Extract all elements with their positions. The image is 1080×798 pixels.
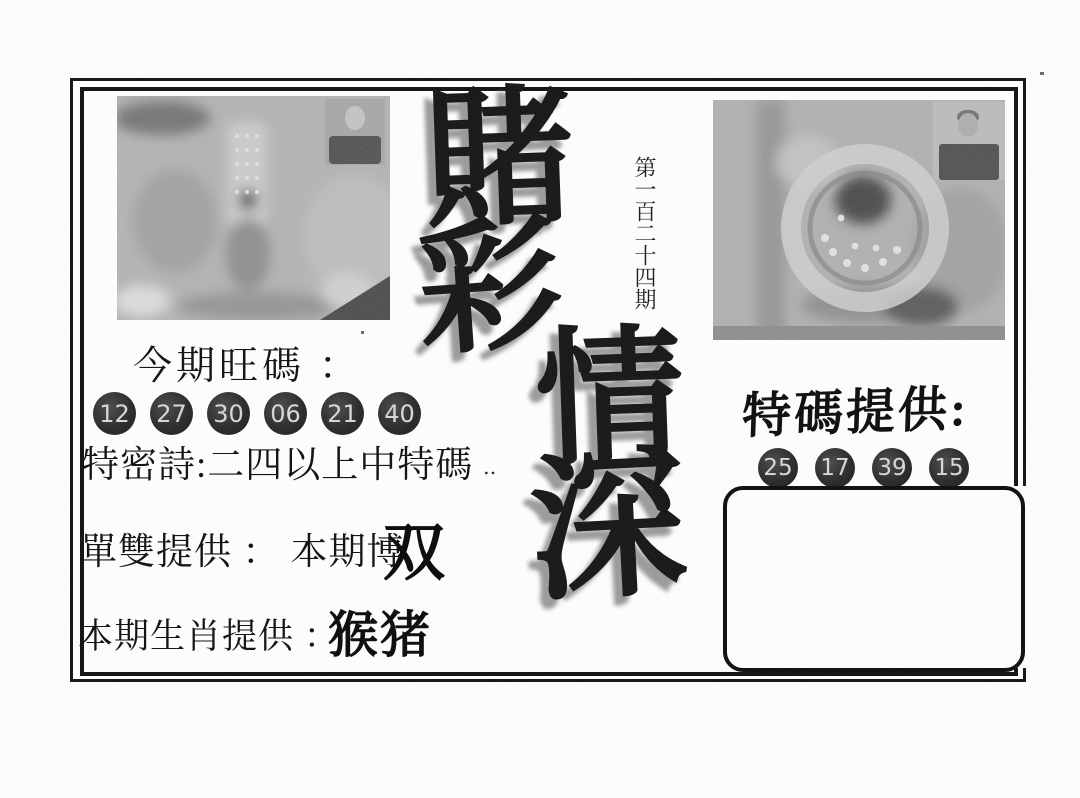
zodiac-line: 本期生肖提供 ： [78,617,340,656]
special-number-ball: 15 [929,448,969,488]
hot-number-ball: 30 [207,392,250,435]
hot-number-ball: 06 [264,392,307,435]
scan-speck [361,331,364,334]
left-news-photo [117,96,390,320]
scan-speck [1040,72,1044,75]
special-number-ball: 39 [872,448,912,488]
odd-even-value: 双 [383,519,446,588]
secret-poem-line: 特密詩:二四以上中特碼 [82,445,474,486]
special-numbers-row [758,448,969,488]
odd-even-line: 單雙提供 ： 本期博 [80,532,405,573]
right-news-photo [713,100,1005,340]
special-number-ball: 25 [758,448,798,488]
prediction-box [723,486,1025,672]
masthead-title-char: 情 [533,315,687,485]
hot-number-ball: 27 [150,392,193,435]
masthead-title-char: 深 [525,439,691,620]
trailing-dots: ‥ [483,457,505,479]
masthead-title-char: 賭 [421,75,577,247]
hot-number-ball: 40 [378,392,421,435]
special-number-ball: 17 [815,448,855,488]
hot-numbers-heading: 今期旺碼 ： [133,345,362,388]
hot-number-ball: 21 [321,392,364,435]
zodiac-value: 猴猪 [328,607,432,663]
issue-number-vertical: 第一百二十四期 [632,156,657,310]
hot-numbers-row [93,392,421,435]
masthead-title-char: 彩 [412,205,568,374]
hot-number-ball: 12 [93,392,136,435]
special-numbers-heading: 特碼提供: [741,380,971,445]
